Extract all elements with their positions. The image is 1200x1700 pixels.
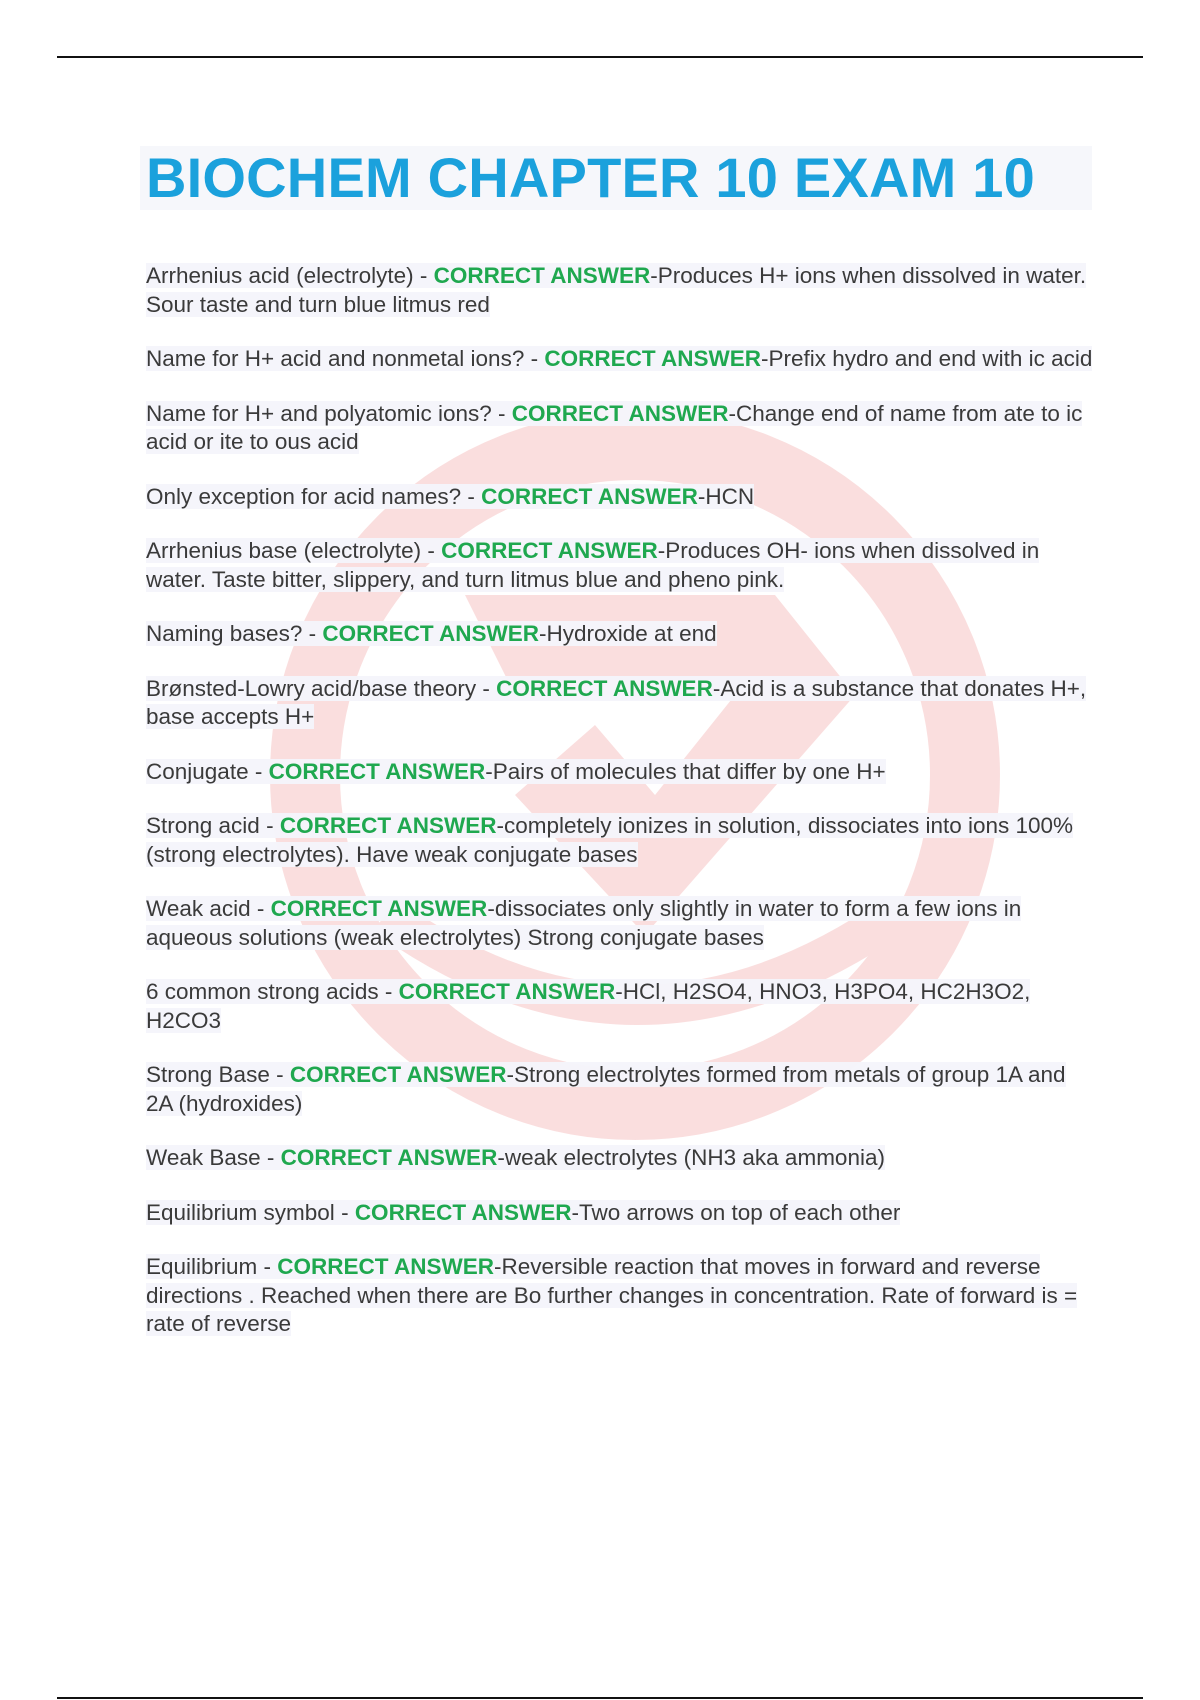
correct-answer-tag: CORRECT ANSWER <box>279 813 497 838</box>
correct-answer-tag: CORRECT ANSWER <box>322 621 540 646</box>
question-text: 6 common strong acids <box>146 979 379 1004</box>
qa-item <box>146 345 1096 374</box>
qa-item <box>146 812 1096 869</box>
question-text: Name for H+ acid and nonmetal ions? <box>146 346 525 371</box>
qa-item <box>146 400 1096 457</box>
question-text: Naming bases? <box>146 621 303 646</box>
question-text: Arrhenius base (electrolyte) <box>146 538 422 563</box>
answer-prefix: - <box>571 1199 579 1225</box>
header-rule <box>57 56 1143 58</box>
correct-answer-tag: CORRECT ANSWER <box>496 675 713 701</box>
qa-item <box>146 1061 1096 1118</box>
question-text: Weak acid <box>146 896 251 921</box>
qa-text <box>146 1254 1077 1336</box>
qa-text <box>146 1200 900 1225</box>
separator: - <box>334 1199 355 1225</box>
separator: - <box>461 483 482 509</box>
page-title: BIOCHEM CHAPTER 10 EXAM 10 <box>146 146 1035 209</box>
question-text: Name for H+ and polyatomic ions? <box>146 400 492 426</box>
answer-prefix: - <box>761 346 769 371</box>
correct-answer-tag: CORRECT ANSWER <box>398 979 616 1004</box>
answer-text: Acid is a substance that donates H+, base accepts H+ <box>146 675 1087 729</box>
qa-text <box>146 1062 1066 1116</box>
correct-answer-tag: CORRECT ANSWER <box>511 400 729 426</box>
separator: - <box>250 896 271 921</box>
qa-text <box>146 979 1030 1033</box>
qa-item <box>146 262 1096 319</box>
question-text: Brønsted-Lowry acid/base theory <box>146 675 477 701</box>
qa-item <box>146 483 1096 512</box>
answer-text: completely ionizes in solution, dissociates into ions 100%(strong electrolytes). Have weak conjugate bases <box>146 813 1074 867</box>
qa-list <box>146 262 1096 1365</box>
separator: - <box>491 400 512 426</box>
qa-text <box>146 759 886 784</box>
answer-prefix: - <box>539 621 547 646</box>
qa-item <box>146 895 1096 952</box>
qa-text <box>146 346 1092 371</box>
correct-answer-tag: CORRECT ANSWER <box>277 1254 494 1279</box>
correct-answer-tag: CORRECT ANSWER <box>354 1199 572 1225</box>
separator: - <box>302 621 323 646</box>
correct-answer-tag: CORRECT ANSWER <box>433 263 651 288</box>
qa-item <box>146 675 1096 732</box>
qa-text <box>146 896 1021 950</box>
answer-prefix: - <box>485 758 493 784</box>
qa-text <box>146 676 1086 730</box>
answer-prefix: - <box>712 675 721 701</box>
separator: - <box>248 758 269 784</box>
separator: - <box>524 346 545 371</box>
qa-text <box>146 621 717 646</box>
answer-prefix: - <box>506 1062 514 1087</box>
question-text: Strong acid <box>146 813 260 838</box>
qa-text <box>146 401 1082 455</box>
question-text: Strong Base <box>146 1062 270 1087</box>
qa-text <box>146 484 754 509</box>
separator: - <box>260 1145 281 1170</box>
answer-text: Change end of name from ate to ic acid or ite to ous acid <box>146 400 1083 454</box>
separator: - <box>476 675 497 701</box>
answer-text: Strong electrolytes formed from metals of group 1A and 2A (hydroxides) <box>146 1062 1066 1116</box>
correct-answer-tag: CORRECT ANSWER <box>270 896 488 921</box>
separator: - <box>413 263 434 288</box>
answer-prefix: - <box>728 400 736 426</box>
answer-prefix: - <box>487 896 495 921</box>
question-text: Equilibrium symbol <box>146 1199 335 1225</box>
answer-text: Produces H+ ions when dissolved in water. Sour taste and turn blue litmus red <box>146 263 1087 317</box>
answer-prefix: - <box>697 483 706 509</box>
answer-text: Two arrows on top of each other <box>578 1199 901 1225</box>
question-text: Only exception for acid names? <box>146 483 462 509</box>
question-text: Arrhenius acid (electrolyte) <box>146 263 414 288</box>
answer-prefix: - <box>650 263 658 288</box>
answer-text: HCN <box>705 483 755 509</box>
qa-item <box>146 758 1096 787</box>
answer-text: Produces OH- ions when dissolved in water. Taste bitter, slippery, and turn litmus blue and pheno pink. <box>146 538 1040 592</box>
question-text: Conjugate <box>146 758 249 784</box>
answer-text: HCl, H2SO4, HNO3, H3PO4, HC2H3O2, H2CO3 <box>146 979 1031 1033</box>
answer-prefix: - <box>496 813 504 838</box>
correct-answer-tag: CORRECT ANSWER <box>544 346 762 371</box>
question-text: Equilibrium <box>146 1254 258 1279</box>
correct-answer-tag: CORRECT ANSWER <box>481 483 698 509</box>
separator: - <box>378 979 399 1004</box>
correct-answer-tag: CORRECT ANSWER <box>268 758 486 784</box>
answer-text: Prefix hydro and end with ic acid <box>768 346 1093 371</box>
separator: - <box>269 1062 290 1087</box>
qa-item <box>146 620 1096 649</box>
qa-text <box>146 1145 885 1170</box>
separator: - <box>259 813 280 838</box>
correct-answer-tag: CORRECT ANSWER <box>441 538 658 563</box>
qa-item <box>146 978 1096 1035</box>
footer-rule <box>57 1697 1143 1699</box>
separator: - <box>257 1254 278 1279</box>
answer-prefix: - <box>497 1145 505 1170</box>
qa-item <box>146 1253 1096 1339</box>
correct-answer-tag: CORRECT ANSWER <box>280 1145 498 1170</box>
answer-text: weak electrolytes (NH3 aka ammonia) <box>504 1145 885 1170</box>
answer-text: Reversible reaction that moves in forward and reverse directions . Reached when there are Bo further changes in concentration. Rate of forward is = rate of reverse <box>146 1254 1078 1336</box>
qa-item <box>146 1144 1096 1173</box>
correct-answer-tag: CORRECT ANSWER <box>289 1062 507 1087</box>
answer-prefix: - <box>615 979 623 1004</box>
answer-text: dissociates only slightly in water to form a few ions in aqueous solutions (weak electrolytes) Strong conjugate bases <box>146 896 1022 950</box>
answer-text: Pairs of molecules that differ by one H+ <box>492 758 886 784</box>
question-text: Weak Base <box>146 1145 261 1170</box>
answer-text: Hydroxide at end <box>546 621 717 646</box>
answer-prefix: - <box>493 1254 502 1279</box>
qa-text <box>146 538 1039 592</box>
qa-text <box>146 813 1073 867</box>
separator: - <box>421 538 442 563</box>
qa-item <box>146 1199 1096 1228</box>
qa-item <box>146 537 1096 594</box>
answer-prefix: - <box>657 538 666 563</box>
qa-text <box>146 263 1086 317</box>
